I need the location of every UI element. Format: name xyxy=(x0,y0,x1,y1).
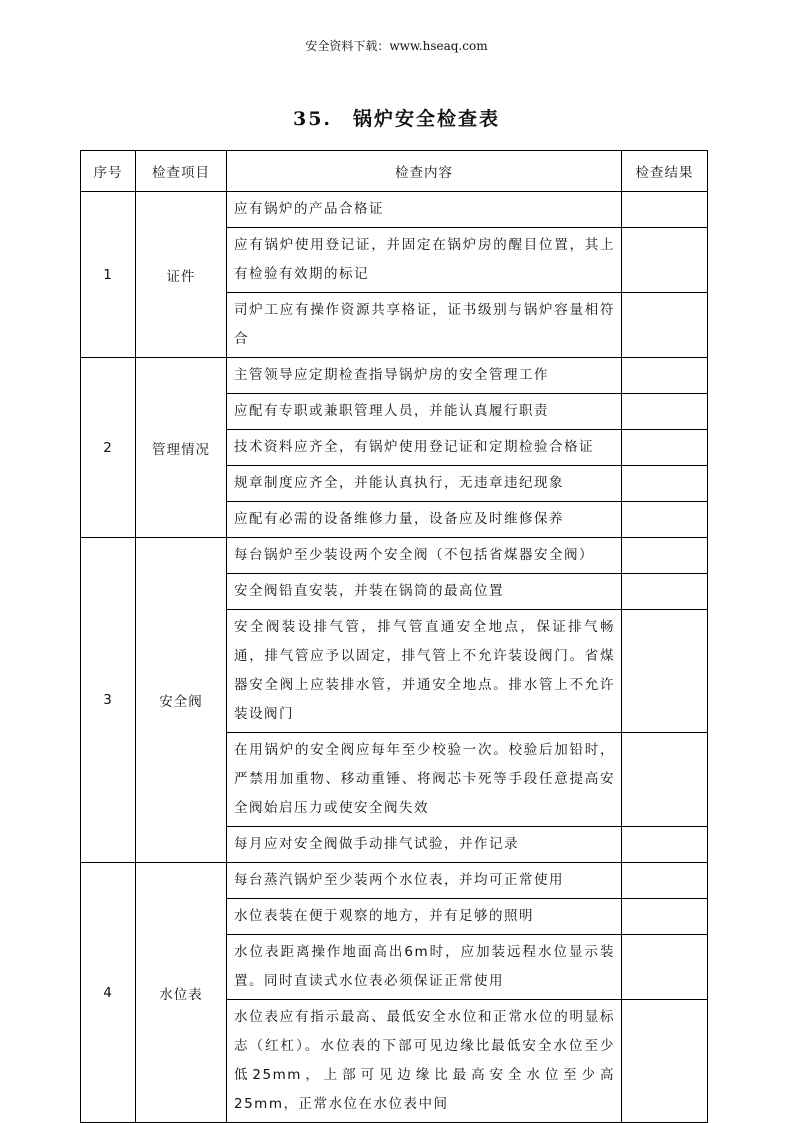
section-number: 1 xyxy=(81,192,136,358)
check-content: 在用锅炉的安全阀应每年至少校验一次。校验后加铅时，严禁用加重物、移动重锤、将阀芯卡死等手段任意提高安全阀始启压力或使安全阀失效 xyxy=(227,733,622,827)
table-row xyxy=(81,863,708,899)
check-result-cell[interactable] xyxy=(622,827,708,863)
check-content: 规章制度应齐全，并能认真执行，无违章违纪现象 xyxy=(227,466,622,502)
check-result-cell[interactable] xyxy=(622,1000,708,1123)
check-content: 每台蒸汽锅炉至少装两个水位表，并均可正常使用 xyxy=(227,863,622,899)
check-content: 主管领导应定期检查指导锅炉房的安全管理工作 xyxy=(227,358,622,394)
table-header-row xyxy=(81,151,708,192)
check-content: 司炉工应有操作资源共享格证，证书级别与锅炉容量相符合 xyxy=(227,293,622,358)
check-result-cell[interactable] xyxy=(622,538,708,574)
check-result-cell[interactable] xyxy=(622,228,708,293)
inspection-table xyxy=(80,150,708,1123)
section-item: 水位表 xyxy=(136,863,227,1123)
column-header-content: 检查内容 xyxy=(227,151,622,192)
check-content: 应配有专职或兼职管理人员，并能认真履行职责 xyxy=(227,394,622,430)
check-content: 应有锅炉使用登记证，并固定在锅炉房的醒目位置，其上有检验有效期的标记 xyxy=(227,228,622,293)
check-result-cell[interactable] xyxy=(622,358,708,394)
section-number: 4 xyxy=(81,863,136,1123)
section-item: 证件 xyxy=(136,192,227,358)
check-result-cell[interactable] xyxy=(622,899,708,935)
check-result-cell[interactable] xyxy=(622,502,708,538)
check-result-cell[interactable] xyxy=(622,192,708,228)
check-result-cell[interactable] xyxy=(622,293,708,358)
check-result-cell[interactable] xyxy=(622,466,708,502)
column-header-no: 序号 xyxy=(81,151,136,192)
check-content: 水位表装在便于观察的地方，并有足够的照明 xyxy=(227,899,622,935)
check-content: 安全阀铅直安装，并装在锅筒的最高位置 xyxy=(227,574,622,610)
check-result-cell[interactable] xyxy=(622,935,708,1000)
table-row xyxy=(81,358,708,394)
table-row xyxy=(81,538,708,574)
section-item: 管理情况 xyxy=(136,358,227,538)
check-result-cell[interactable] xyxy=(622,610,708,733)
column-header-result: 检查结果 xyxy=(622,151,708,192)
page-title: 35. 锅炉安全检查表 xyxy=(292,108,501,130)
check-result-cell[interactable] xyxy=(622,733,708,827)
page-header: 安全资料下载：www.hseaq.com xyxy=(305,39,488,53)
section-number: 2 xyxy=(81,358,136,538)
check-content: 每台锅炉至少装设两个安全阀（不包括省煤器安全阀） xyxy=(227,538,622,574)
check-content: 安全阀装设排气管，排气管直通安全地点，保证排气畅通，排气管应予以固定，排气管上不允许装设阀门。省煤器安全阀上应装排水管，并通安全地点。排水管上不允许装设阀门 xyxy=(227,610,622,733)
check-content: 水位表应有指示最高、最低安全水位和正常水位的明显标志（红杠）。水位表的下部可见边缘比最低安全水位至少低25mm，上部可见边缘比最高安全水位至少高25mm，正常水位在水位表中间 xyxy=(227,1000,622,1123)
check-result-cell[interactable] xyxy=(622,863,708,899)
check-content: 应有锅炉的产品合格证 xyxy=(227,192,622,228)
section-number: 3 xyxy=(81,538,136,863)
check-result-cell[interactable] xyxy=(622,430,708,466)
check-content: 应配有必需的设备维修力量，设备应及时维修保养 xyxy=(227,502,622,538)
section-item: 安全阀 xyxy=(136,538,227,863)
check-result-cell[interactable] xyxy=(622,574,708,610)
table-row xyxy=(81,192,708,228)
column-header-item: 检查项目 xyxy=(136,151,227,192)
check-result-cell[interactable] xyxy=(622,394,708,430)
check-content: 水位表距离操作地面高出6m时，应加装远程水位显示装置。同时直读式水位表必须保证正常使用 xyxy=(227,935,622,1000)
check-content: 每月应对安全阀做手动排气试验，并作记录 xyxy=(227,827,622,863)
check-content: 技术资料应齐全，有锅炉使用登记证和定期检验合格证 xyxy=(227,430,622,466)
